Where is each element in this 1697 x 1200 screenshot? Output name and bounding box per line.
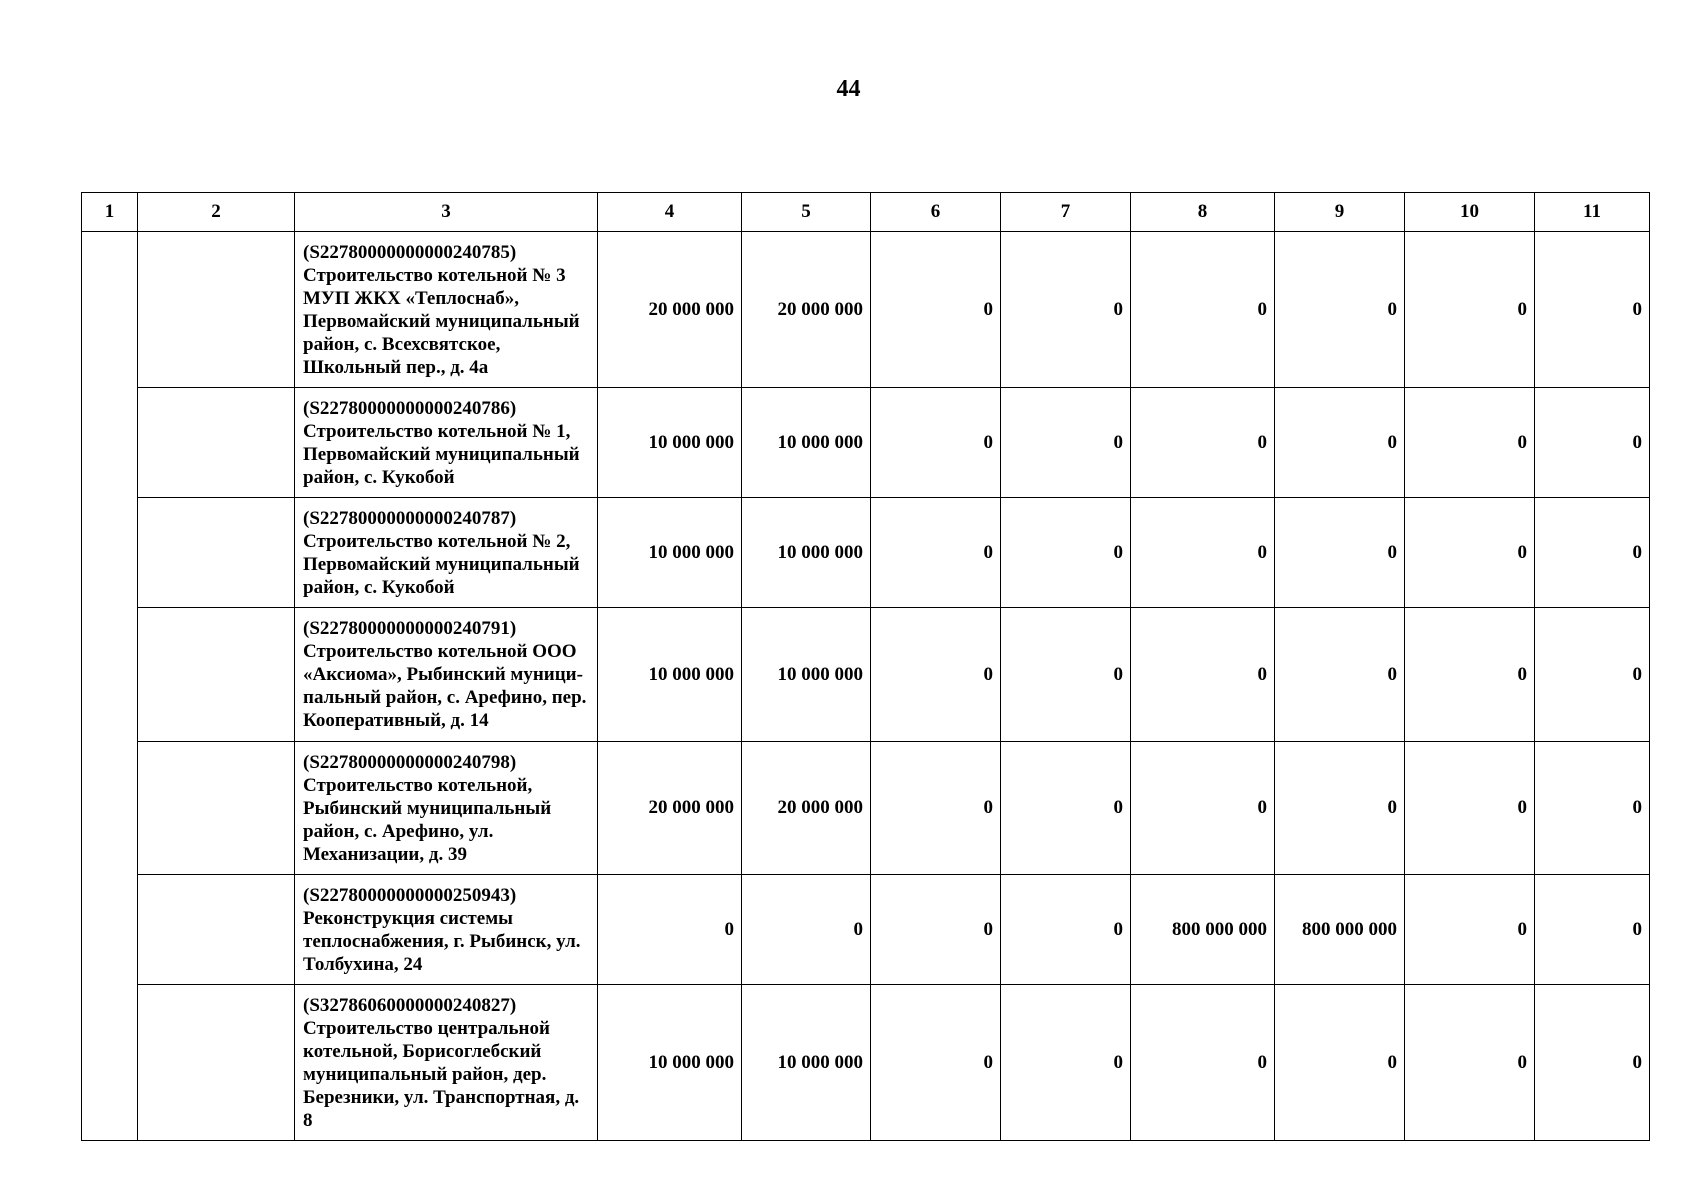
value-cell: 0 [598,875,742,985]
budget-table [81,192,1650,1141]
value-cell: 0 [871,985,1001,1141]
value-cell: 0 [1405,388,1535,498]
value-cell: 0 [1131,388,1275,498]
column-header-11: 11 [1535,193,1650,232]
object-description: (S22780000000000240798) Строительство котельной, Рыбинский муниципальный район, с. Арефино, ул. Механизации, д. 39 [295,742,598,875]
value-cell: 0 [1535,498,1650,608]
column-header-10: 10 [1405,193,1535,232]
value-cell: 800 000 000 [1275,875,1405,985]
column-2-cell [138,388,295,498]
table-row [82,875,1650,985]
object-description: (S22780000000000240787) Строительство котельной № 2, Первомайский муниципальный район, с. Кукобой [295,498,598,608]
object-description: (S22780000000000240785) Строительство котельной № 3 МУП ЖКХ «Теплоснаб», Первомайский муниципальный район, с. Всехсвятское, Школьный пер., д. 4а [295,232,598,388]
table-row [82,742,1650,875]
value-cell: 0 [1405,742,1535,875]
value-cell: 0 [1535,985,1650,1141]
value-cell: 0 [1535,742,1650,875]
column-header-4: 4 [598,193,742,232]
value-cell: 20 000 000 [742,742,871,875]
column-header-5: 5 [742,193,871,232]
value-cell: 0 [1275,742,1405,875]
value-cell: 0 [742,875,871,985]
column-1-cell [82,232,138,1141]
value-cell: 0 [1405,608,1535,742]
value-cell: 0 [1131,985,1275,1141]
value-cell: 0 [1001,232,1131,388]
column-2-cell [138,742,295,875]
column-2-cell [138,875,295,985]
table-row [82,498,1650,608]
value-cell: 0 [1275,388,1405,498]
value-cell: 0 [1275,608,1405,742]
value-cell: 10 000 000 [742,608,871,742]
value-cell: 0 [1535,388,1650,498]
value-cell: 0 [1001,608,1131,742]
table-row [82,608,1650,742]
column-header-1: 1 [82,193,138,232]
column-header-9: 9 [1275,193,1405,232]
value-cell: 0 [1131,608,1275,742]
object-description: (S32786060000000240827) Строительство центральной котельной, Борисоглебский муниципальный район, дер. Березники, ул. Транспортная, д. 8 [295,985,598,1141]
value-cell: 0 [871,608,1001,742]
value-cell: 20 000 000 [598,232,742,388]
value-cell: 0 [1131,498,1275,608]
column-header-2: 2 [138,193,295,232]
value-cell: 0 [1535,232,1650,388]
value-cell: 0 [1275,985,1405,1141]
object-description: (S22780000000000250943) Реконструкция системы теплоснабжения, г. Рыбинск, ул. Толбухина, 24 [295,875,598,985]
page-number: 44 [836,76,861,102]
value-cell: 0 [1001,498,1131,608]
column-header-3: 3 [295,193,598,232]
table-row [82,388,1650,498]
value-cell: 0 [1405,875,1535,985]
value-cell: 0 [1405,498,1535,608]
value-cell: 0 [1001,875,1131,985]
value-cell: 0 [1405,232,1535,388]
value-cell: 0 [871,742,1001,875]
value-cell: 20 000 000 [742,232,871,388]
value-cell: 10 000 000 [598,608,742,742]
column-2-cell [138,608,295,742]
value-cell: 0 [871,875,1001,985]
value-cell: 10 000 000 [742,985,871,1141]
value-cell: 800 000 000 [1131,875,1275,985]
column-2-cell [138,498,295,608]
header-row [82,193,1650,232]
column-2-cell [138,985,295,1141]
value-cell: 0 [1131,232,1275,388]
value-cell: 20 000 000 [598,742,742,875]
object-description: (S22780000000000240791) Строительство котельной ООО «Аксиома», Рыбинский муници-пальный район, с. Арефино, пер. Кооперативный, д. 14 [295,608,598,742]
value-cell: 0 [1275,232,1405,388]
column-header-8: 8 [1131,193,1275,232]
value-cell: 10 000 000 [742,388,871,498]
value-cell: 0 [871,232,1001,388]
value-cell: 0 [1535,875,1650,985]
value-cell: 0 [1001,388,1131,498]
table-row [82,232,1650,388]
value-cell: 10 000 000 [598,498,742,608]
value-cell: 0 [871,388,1001,498]
value-cell: 10 000 000 [742,498,871,608]
column-header-6: 6 [871,193,1001,232]
column-header-7: 7 [1001,193,1131,232]
object-description: (S22780000000000240786) Строительство котельной № 1, Первомайский муниципальный район, с. Кукобой [295,388,598,498]
value-cell: 0 [1405,985,1535,1141]
value-cell: 0 [1275,498,1405,608]
value-cell: 10 000 000 [598,388,742,498]
value-cell: 0 [1001,985,1131,1141]
column-2-cell [138,232,295,388]
value-cell: 0 [1001,742,1131,875]
value-cell: 0 [1535,608,1650,742]
value-cell: 0 [1131,742,1275,875]
value-cell: 10 000 000 [598,985,742,1141]
value-cell: 0 [871,498,1001,608]
table-row [82,985,1650,1141]
